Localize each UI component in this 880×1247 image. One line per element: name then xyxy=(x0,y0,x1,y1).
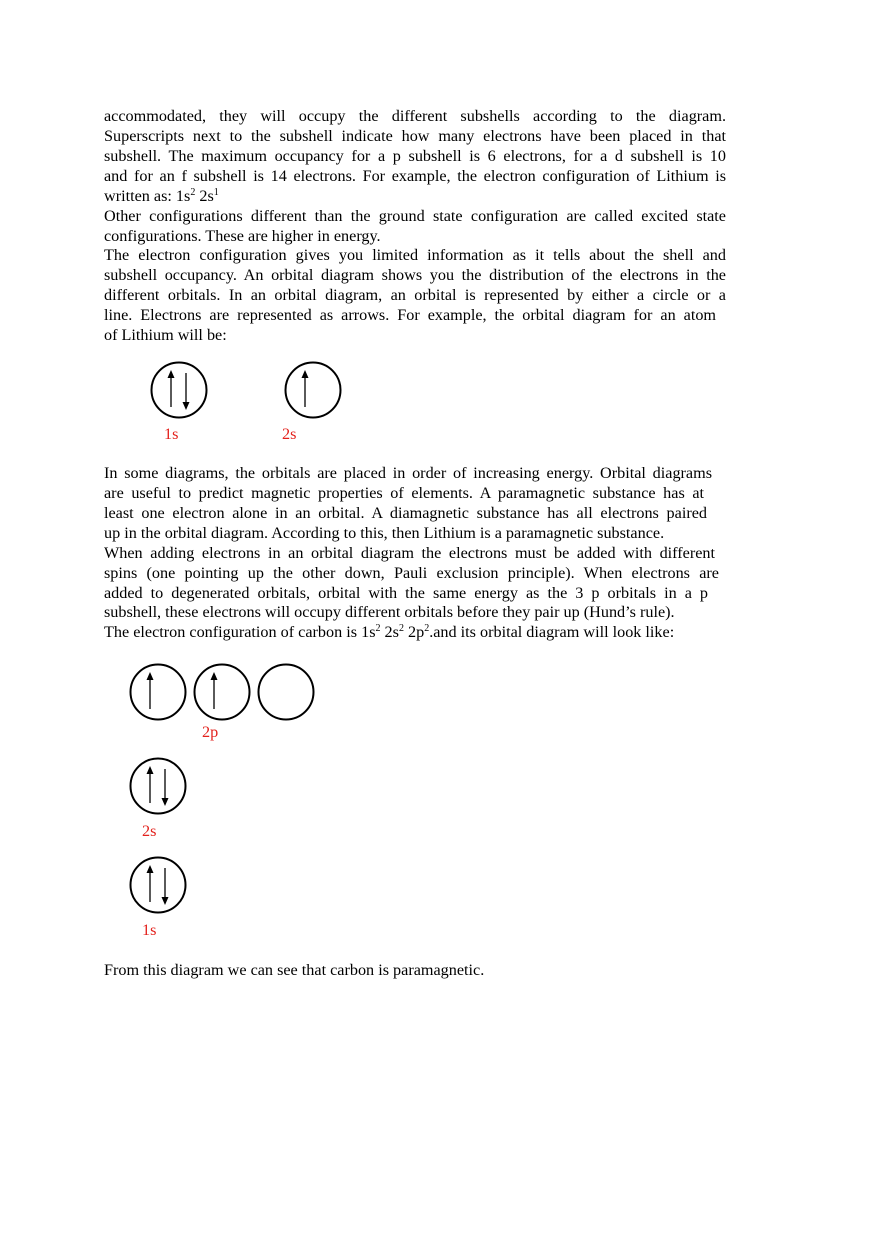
orbital-circle xyxy=(131,665,186,720)
lithium-1s-orbital xyxy=(150,361,208,419)
para1-line-3: subshell. The maximum occupancy for a p subshell is 6 electrons, for a d subshell is 10 xyxy=(104,147,726,165)
conclusion-text: From this diagram we can see that carbon is paramagnetic. xyxy=(104,961,485,979)
para2-line-5: different orbitals. In an orbital diagram, an orbital is represented by either a circle or a xyxy=(104,286,726,304)
para2-line-2: configurations. These are higher in energy. xyxy=(104,227,381,245)
up-arrow-icon xyxy=(168,370,175,407)
up-arrow-icon xyxy=(302,370,309,407)
carbon-2p-orbital-2 xyxy=(193,663,251,721)
orbital-circle xyxy=(286,363,341,418)
carbon-label-2p: 2p xyxy=(202,723,219,741)
para1-line-2: Superscripts next to the subshell indicate how many electrons have been placed in that xyxy=(104,127,726,145)
para3-line-8: subshell, these electrons will occupy different orbitals before they pair up (Hund’s rule). xyxy=(104,603,675,621)
para3-line-1: In some diagrams, the orbitals are placed in order of increasing energy. Orbital diagrams xyxy=(104,464,712,482)
lithium-label-2s: 2s xyxy=(282,425,297,443)
orbital-circle xyxy=(259,665,314,720)
para3-line-6: spins (one pointing up the other down, Pauli exclusion principle). When electrons are xyxy=(104,564,719,582)
carbon-2p-orbital-3 xyxy=(257,663,315,721)
para2-line-3: The electron configuration gives you limited information as it tells about the shell and xyxy=(104,246,726,264)
down-arrow-icon xyxy=(162,868,169,905)
para2-line-4: subshell occupancy. An orbital diagram shows you the distribution of the electrons in the xyxy=(104,266,726,284)
para3-line-3: least one electron alone in an orbital. A diamagnetic substance has all electrons paired xyxy=(104,504,707,522)
orbital-circle xyxy=(195,665,250,720)
up-arrow-icon xyxy=(147,766,154,803)
carbon-1s-orbital xyxy=(129,856,187,914)
para3-line-7: added to degenerated orbitals, orbital with the same energy as the 3 p orbitals in a p xyxy=(104,584,708,602)
para3-line-5: When adding electrons in an orbital diagram the electrons must be added with different xyxy=(104,544,715,562)
carbon-2s-orbital xyxy=(129,757,187,815)
para2-line-7: of Lithium will be: xyxy=(104,326,227,344)
para1-line-1: accommodated, they will occupy the different subshells according to the diagram. xyxy=(104,107,726,125)
para2-line-1: Other configurations different than the ground state configuration are called excited state xyxy=(104,207,726,225)
down-arrow-icon xyxy=(162,769,169,806)
orbital-circle xyxy=(131,759,186,814)
orbital-circle xyxy=(131,858,186,913)
carbon-label-1s: 1s xyxy=(142,921,157,939)
lithium-2s-orbital xyxy=(284,361,342,419)
para1-line-4: and for an f subshell is 14 electrons. For example, the electron configuration of Lithium is xyxy=(104,167,726,185)
up-arrow-icon xyxy=(147,865,154,902)
para2-line-6: line. Electrons are represented as arrows. For example, the orbital diagram for an atom xyxy=(104,306,716,324)
up-arrow-icon xyxy=(211,672,218,709)
carbon-label-2s: 2s xyxy=(142,822,157,840)
orbital-circle xyxy=(152,363,207,418)
lithium-config-line: written as: $1s^2$ $2s^1$ xyxy=(104,187,219,205)
carbon-config-line: The electron configuration of carbon is $1s^2$ $2s^2$ $2p^2.and$ its orbital diagram will look like: xyxy=(104,623,675,641)
para3-line-2: are useful to predict magnetic properties of elements. A paramagnetic substance has at xyxy=(104,484,704,502)
up-arrow-icon xyxy=(147,672,154,709)
para3-line-4: up in the orbital diagram. According to this, then Lithium is a paramagnetic substance. xyxy=(104,524,665,542)
down-arrow-icon xyxy=(183,373,190,410)
carbon-2p-orbital-1 xyxy=(129,663,187,721)
lithium-label-1s: 1s xyxy=(164,425,179,443)
